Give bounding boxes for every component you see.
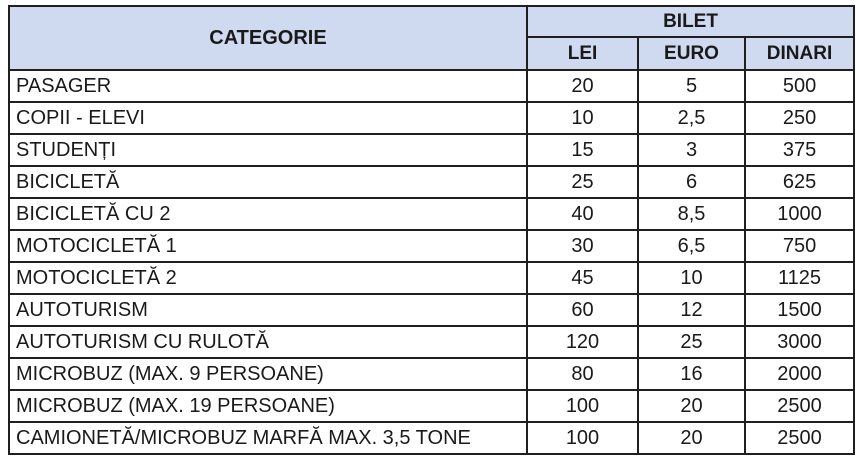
header-lei: LEI (527, 37, 638, 70)
ticket-price-table (8, 5, 855, 455)
euro-cell: 12 (638, 294, 745, 326)
dinari-cell: 250 (745, 102, 854, 134)
lei-cell: 100 (527, 422, 638, 454)
dinari-cell: 2500 (745, 422, 854, 454)
table-row (9, 134, 854, 166)
category-cell: STUDENȚI (9, 134, 527, 166)
euro-cell: 16 (638, 358, 745, 390)
dinari-cell: 750 (745, 230, 854, 262)
table-row (9, 262, 854, 294)
table-row (9, 166, 854, 198)
table-row (9, 358, 854, 390)
table-header (9, 6, 854, 70)
euro-cell: 8,5 (638, 198, 745, 230)
category-cell: MOTOCICLETĂ 2 (9, 262, 527, 294)
table-row (9, 422, 854, 454)
table-row (9, 102, 854, 134)
dinari-cell: 1000 (745, 198, 854, 230)
lei-cell: 120 (527, 326, 638, 358)
dinari-cell: 500 (745, 70, 854, 102)
price-table-container (8, 5, 853, 455)
dinari-cell: 2500 (745, 390, 854, 422)
lei-cell: 100 (527, 390, 638, 422)
table-row (9, 70, 854, 102)
euro-cell: 5 (638, 70, 745, 102)
lei-cell: 25 (527, 166, 638, 198)
table-row (9, 198, 854, 230)
lei-cell: 15 (527, 134, 638, 166)
category-cell: AUTOTURISM CU RULOTĂ (9, 326, 527, 358)
category-cell: BICICLETĂ CU 2 (9, 198, 527, 230)
lei-cell: 40 (527, 198, 638, 230)
table-body (9, 70, 854, 454)
dinari-cell: 375 (745, 134, 854, 166)
lei-cell: 20 (527, 70, 638, 102)
category-cell: MICROBUZ (MAX. 9 PERSOANE) (9, 358, 527, 390)
category-cell: BICICLETĂ (9, 166, 527, 198)
euro-cell: 20 (638, 390, 745, 422)
euro-cell: 10 (638, 262, 745, 294)
euro-cell: 3 (638, 134, 745, 166)
dinari-cell: 2000 (745, 358, 854, 390)
header-categorie: CATEGORIE (9, 6, 527, 70)
dinari-cell: 1500 (745, 294, 854, 326)
dinari-cell: 3000 (745, 326, 854, 358)
euro-cell: 25 (638, 326, 745, 358)
lei-cell: 10 (527, 102, 638, 134)
category-cell: PASAGER (9, 70, 527, 102)
table-row (9, 294, 854, 326)
category-cell: AUTOTURISM (9, 294, 527, 326)
header-euro: EURO (638, 37, 745, 70)
lei-cell: 30 (527, 230, 638, 262)
euro-cell: 20 (638, 422, 745, 454)
table-row (9, 326, 854, 358)
category-cell: CAMIONETĂ/MICROBUZ MARFĂ MAX. 3,5 TONE (9, 422, 527, 454)
lei-cell: 80 (527, 358, 638, 390)
euro-cell: 6,5 (638, 230, 745, 262)
header-bilet: BILET (527, 6, 854, 37)
category-cell: COPII - ELEVI (9, 102, 527, 134)
table-row (9, 230, 854, 262)
lei-cell: 60 (527, 294, 638, 326)
category-cell: MOTOCICLETĂ 1 (9, 230, 527, 262)
dinari-cell: 1125 (745, 262, 854, 294)
category-cell: MICROBUZ (MAX. 19 PERSOANE) (9, 390, 527, 422)
euro-cell: 6 (638, 166, 745, 198)
lei-cell: 45 (527, 262, 638, 294)
dinari-cell: 625 (745, 166, 854, 198)
euro-cell: 2,5 (638, 102, 745, 134)
header-dinari: DINARI (745, 37, 854, 70)
table-row (9, 390, 854, 422)
